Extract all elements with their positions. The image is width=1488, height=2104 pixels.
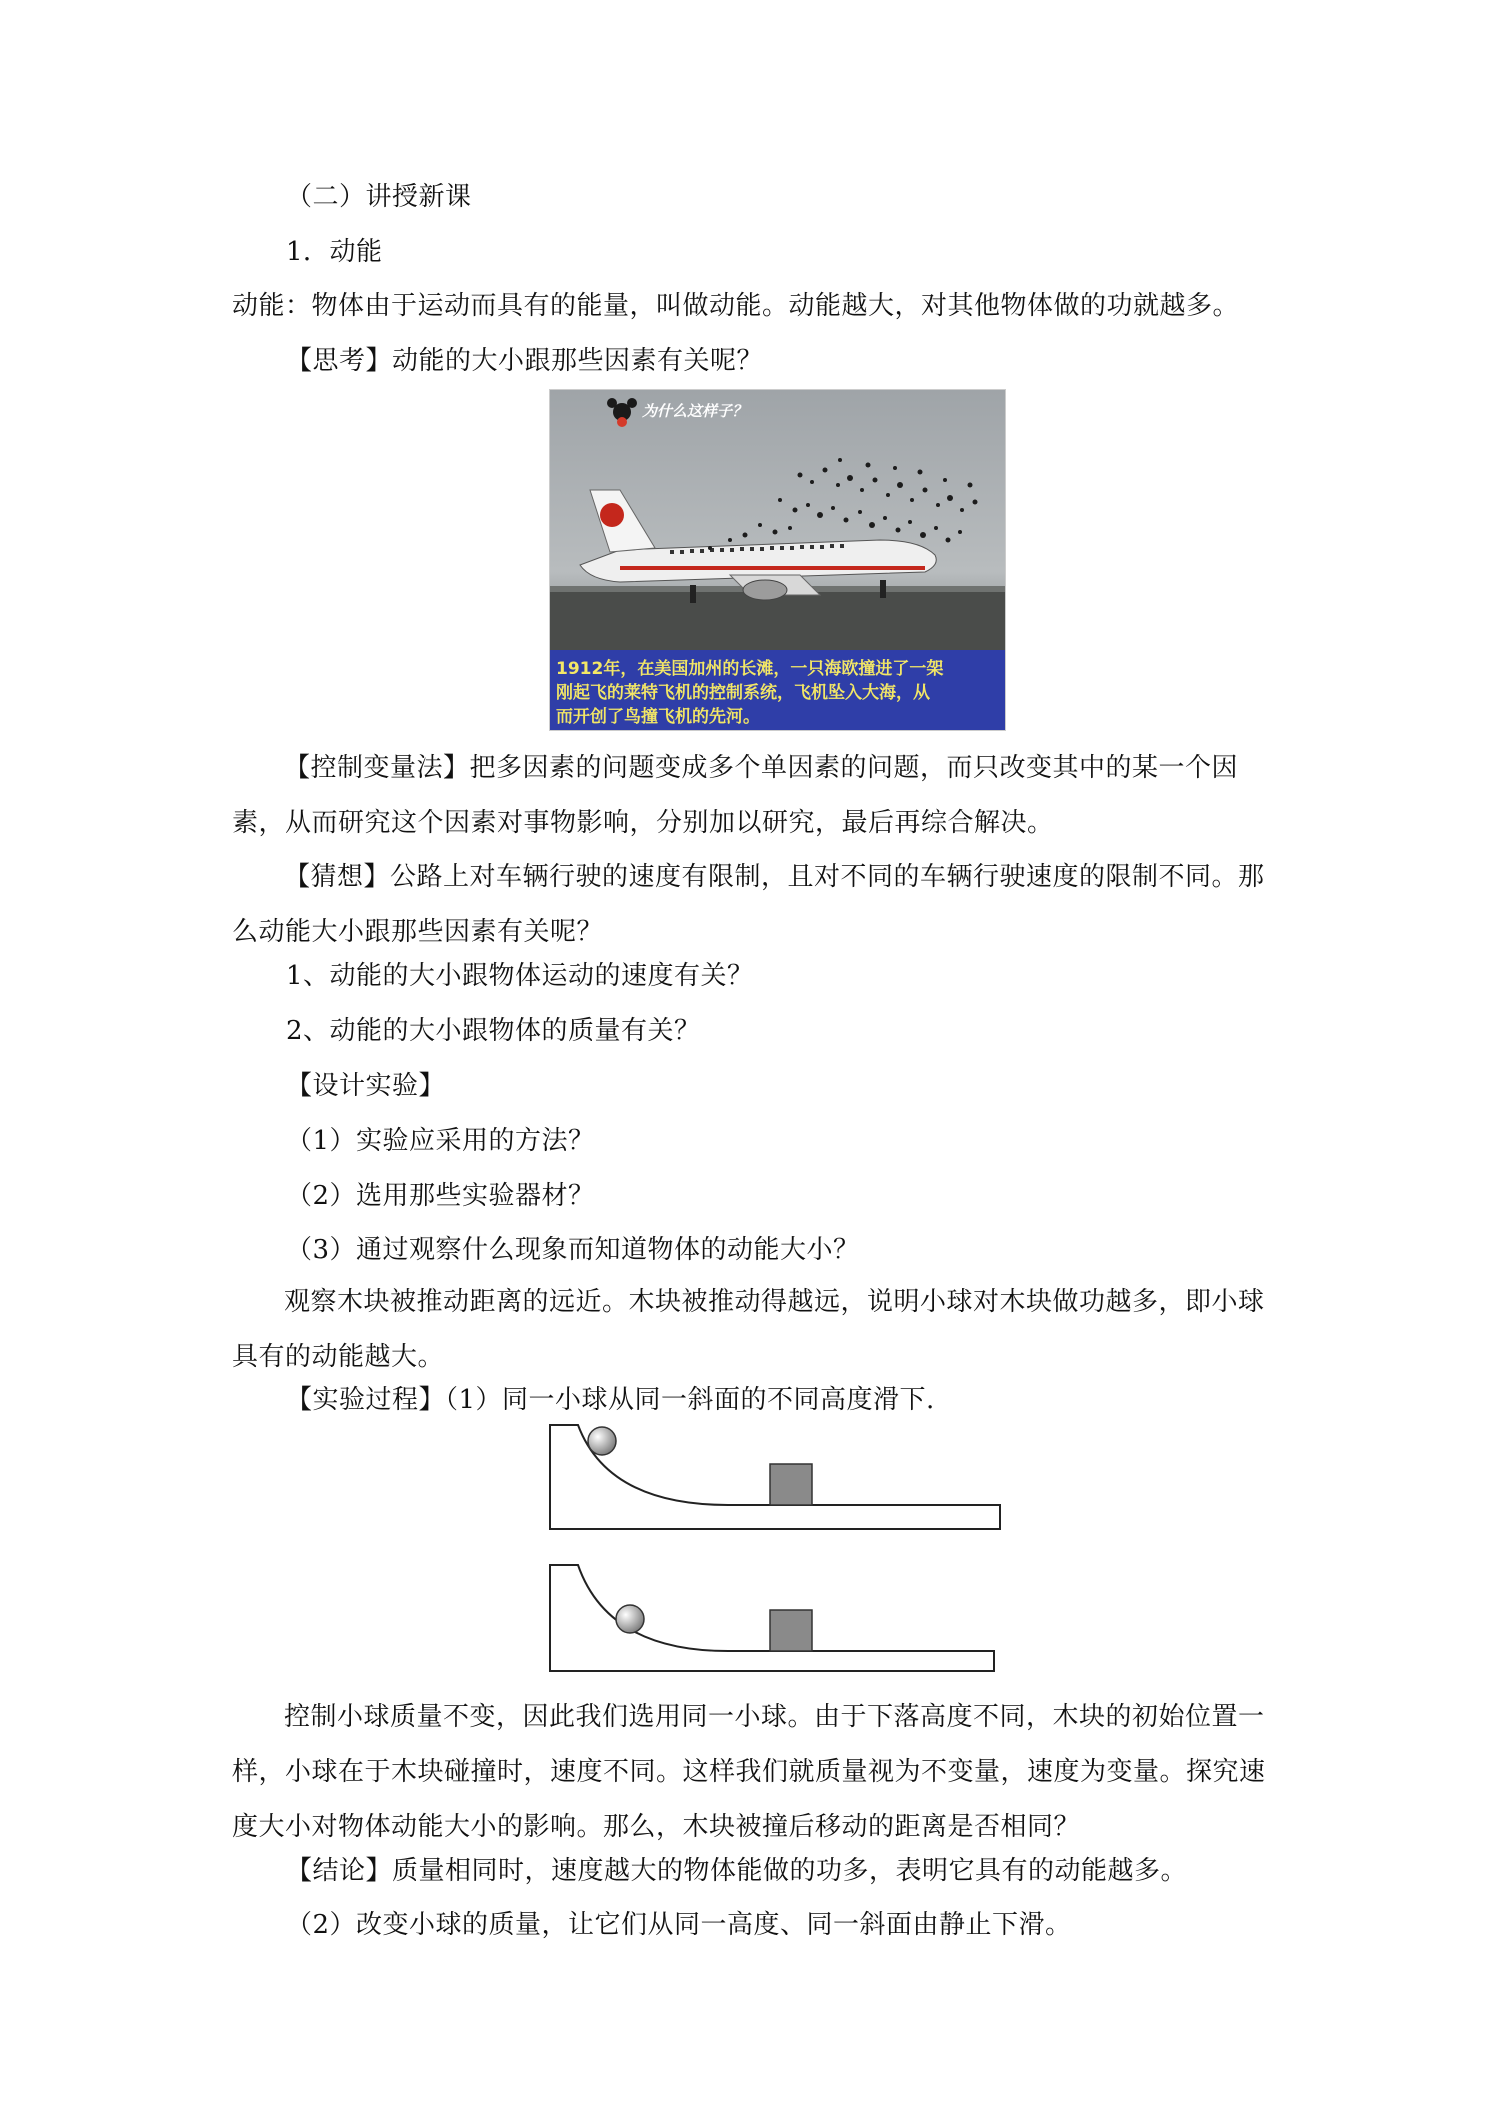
- section-heading: （二）讲授新课: [286, 182, 472, 212]
- explanation-paragraph: 控制小球质量不变，因此我们选用同一小球。由于下落高度不同，木块的初始位置一样，小球在于木块碰撞时，速度不同。这样我们就质量视为不变量，速度为变量。探究速度大小对物体动能大小的影响。那么，木块被撞后移动的距离是否相同？: [232, 1702, 1266, 1842]
- hypothesis-item: 1、动能的大小跟物体运动的速度有关？: [286, 961, 754, 991]
- ball: [588, 1427, 616, 1455]
- design-question: （1）实验应采用的方法？: [286, 1126, 595, 1156]
- design-question: （2）选用那些实验器材？: [286, 1181, 595, 1211]
- runway: [550, 590, 1005, 650]
- definition-paragraph: 动能：物体由于运动而具有的能量，叫做动能。动能越大，对其他物体做的功就越多。: [232, 291, 1240, 321]
- ball: [616, 1605, 644, 1633]
- guess-paragraph: 【猜想】公路上对车辆行驶的速度有限制，且对不同的车辆行驶速度的限制不同。那么动能大小跟那些因素有关呢？: [232, 862, 1265, 947]
- wood-block: [770, 1610, 812, 1651]
- design-label: 【设计实验】: [286, 1071, 446, 1101]
- photo-caption-line: 1912年，在美国加州的长滩，一只海欧撞进了一架: [556, 659, 944, 679]
- hypothesis-item: 2、动能的大小跟物体的质量有关？: [286, 1016, 701, 1046]
- step2-line: （2）改变小球的质量，让它们从同一高度、同一斜面由静止下滑。: [286, 1910, 1072, 1940]
- design-question: （3）通过观察什么现象而知道物体的动能大小？: [286, 1235, 860, 1265]
- wood-block: [770, 1464, 812, 1505]
- bird-strike-photo: [549, 389, 1006, 731]
- think-question: 【思考】动能的大小跟那些因素有关呢？: [286, 346, 764, 376]
- control-variable-paragraph: 【控制变量法】把多因素的问题变成多个单因素的问题，而只改变其中的某一个因素，从而研究这个因素对事物影响，分别加以研究，最后再综合解决。: [232, 753, 1239, 838]
- photo-caption-line: 刚起飞的莱特飞机的控制系统，飞机坠入大海，从: [556, 683, 930, 703]
- ramp-diagram-high: [548, 1423, 1008, 1537]
- observe-paragraph: 观察木块被推动距离的远近。木块被推动得越远，说明小球对木块做功越多，即小球具有的动能越大。: [232, 1287, 1265, 1372]
- subheading: 1．动能: [286, 237, 383, 267]
- photo-title: 为什么这样子？: [642, 402, 748, 420]
- conclusion-line: 【结论】质量相同时，速度越大的物体能做的功多，表明它具有的动能越多。: [286, 1856, 1188, 1886]
- process-line: 【实验过程】（1）同一小球从同一斜面的不同高度滑下.: [286, 1385, 935, 1415]
- photo-caption-line: 而开创了鸟撞飞机的先河。: [556, 707, 760, 727]
- ramp-diagram-low: [548, 1563, 1008, 1679]
